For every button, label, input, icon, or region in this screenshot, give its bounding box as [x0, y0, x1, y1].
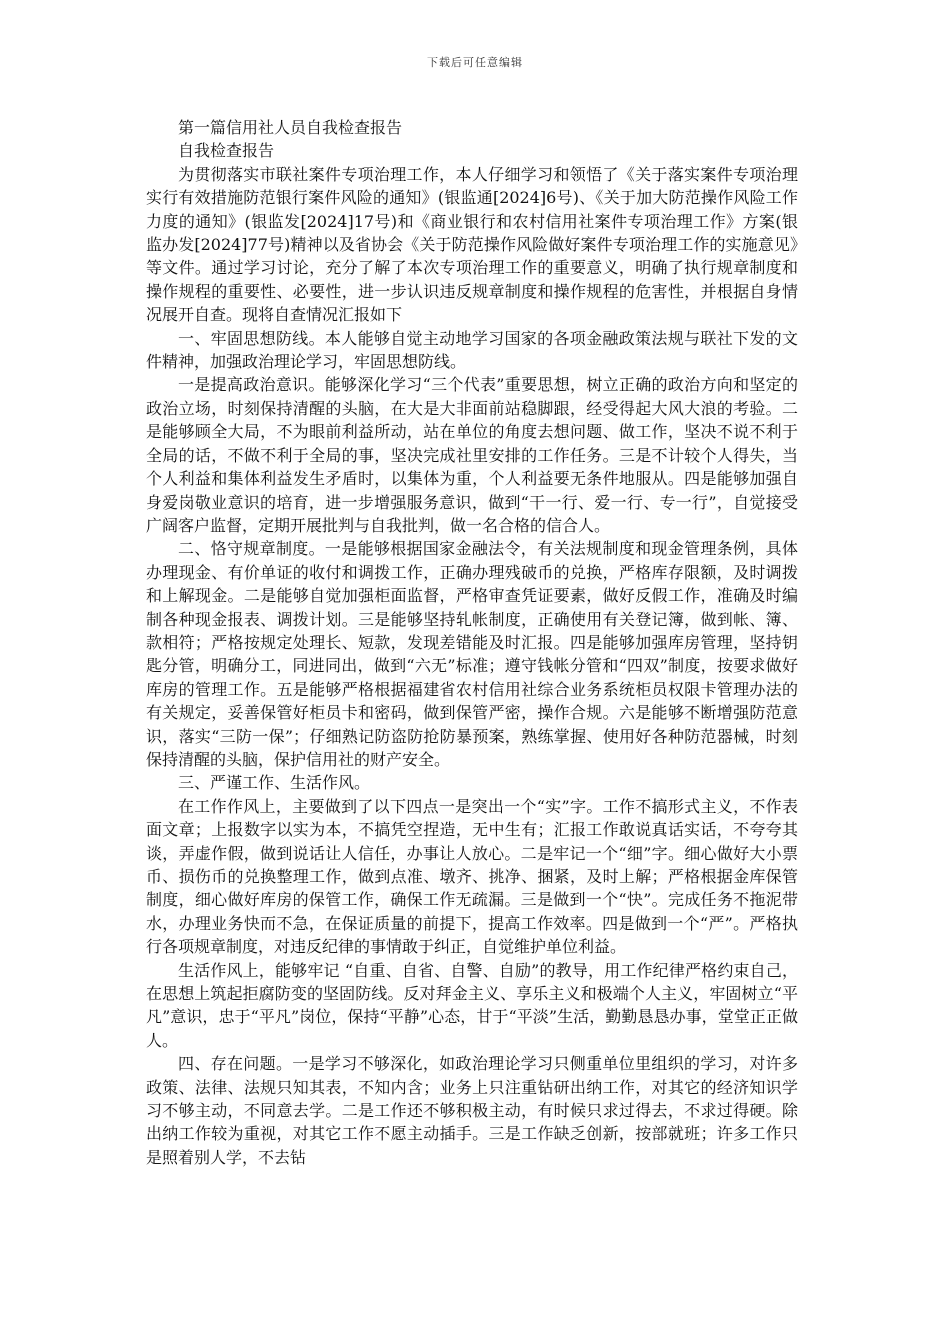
page-header-note: 下载后可任意编辑 — [427, 56, 523, 69]
paragraph-work-style: 在工作作风上，主要做到了以下四点一是突出一个“实”字。工作不搞形式主义，不作表面文章；上报数字以实为本，不搞凭空捏造，无中生有；汇报工作敢说真话实话，不夸夸其谈，弄虚作假，做到说话让人信任，办事让人放心。二是牢记一个“细”字。细心做好大小票币、损伤币的兑换整理工作，做到点准、墩齐、挑净、捆紧，及时上解；严格根据金库保管制度，细心做好库房的保管工作，确保工作无疏漏。三是做到一个“快”。完成任务不拖泥带水，办理业务快而不急，在保证质量的前提下，提高工作效率。四是做到一个“严”。严格执行各项规章制度，对违反纪律的事情敢于纠正，自觉维护单位利益。 — [146, 796, 798, 957]
document-body — [146, 116, 798, 1169]
paragraph-intro: 为贯彻落实市联社案件专项治理工作，本人仔细学习和领悟了《关于落实案件专项治理实行有效措施防范银行案件风险的通知》(银监通[2024]6号)、《关于加大防范操作风险工作力度的通知》(银监发[2024]17号)和《商业银行和农村信用社案件专项治理工作》方案(银监办发[2024]77号)精神以及省协会《关于防范操作风险做好案件专项治理工作的实施意见》等文件。通过学习讨论，充分了解了本次专项治理工作的重要意义，明确了执行规章制度和操作规程的重要性、必要性，进一步认识违反规章制度和操作规程的危害性，并根据自身情况展开自查。现将自查情况汇报如下 — [146, 164, 798, 325]
paragraph-section-2: 二、恪守规章制度。一是能够根据国家金融法令，有关法规制度和现金管理条例，具体办理现金、有价单证的收付和调拨工作，正确办理残破币的兑换，严格库存限额，及时调拨和上解现金。二是能够自觉加强柜面监督，严格审查凭证要素，做好反假工作，准确及时编制各种现金报表、调拨计划。三是能够坚持轧帐制度，正确使用有关登记簿，做到帐、簿、款相符；严格按规定处理长、短款，发现差错能及时汇报。四是能够加强库房管理，坚持钥匙分管，明确分工，同进同出，做到“六无”标准；遵守钱帐分管和“四双”制度，按要求做好库房的管理工作。五是能够严格根据福建省农村信用社综合业务系统柜员权限卡管理办法的有关规定，妥善保管好柜员卡和密码，做到保管严密，操作合规。六是能够不断增强防范意识，落实“三防一保”；仔细熟记防盗防抢防暴预案，熟练掌握、使用好各种防范器械，时刻保持清醒的头脑，保护信用社的财产安全。 — [146, 539, 798, 769]
paragraph-section-1: 一、牢固思想防线。本人能够自觉主动地学习国家的各项金融政策法规与联社下发的文件精神，加强政治理论学习，牢固思想防线。 — [146, 328, 798, 372]
paragraph-life-style: 生活作风上，能够牢记 “自重、自省、自警、自励”的教导，用工作纪律严格约束自己，在思想上筑起拒腐防变的坚固防线。反对拜金主义、享乐主义和极端个人主义，牢固树立“平凡”意识，忠于“平凡”岗位，保持“平静”心态，甘于“平淡”生活，勤勤恳恳办事，堂堂正正做人。 — [146, 960, 798, 1050]
paragraph-political-awareness: 一是提高政治意识。能够深化学习“三个代表”重要思想，树立正确的政治方向和坚定的政治立场，时刻保持清醒的头脑，在大是大非面前站稳脚跟，经受得起大风大浪的考验。二是能够顾全大局，不为眼前利益所动，站在单位的角度去想问题、做工作，坚决不说不利于全局的话，不做不利于全局的事，坚决完成社里安排的工作任务。三是不计较个人得失，当个人利益和集体利益发生矛盾时，以集体为重，个人利益要无条件地服从。四是能够加强自身爱岗敬业意识的培育，进一步增强服务意识，做到“干一行、爱一行、专一行”，自觉接受广阔客户监督，定期开展批判与自我批判，做一名合格的信合人。 — [146, 375, 798, 535]
document-title: 第一篇信用社人员自我检查报告 — [178, 118, 403, 137]
paragraph-section-3: 三、严谨工作、生活作风。 — [178, 773, 371, 793]
paragraph-section-4: 四、存在问题。一是学习不够深化，如政治理论学习只侧重单位里组织的学习，对许多政策、法律、法规只知其表，不知内含；业务上只注重钻研出纳工作，对其它的经济知识学习不够主动，不同意去学。二是工作还不够积极主动，有时候只求过得去，不求过得硬。除出纳工作较为重视，对其它工作不愿主动插手。三是工作缺乏创新，按部就班；许多工作只是照着别人学，不去钻 — [146, 1054, 798, 1167]
document-subtitle: 自我检查报告 — [178, 141, 275, 161]
